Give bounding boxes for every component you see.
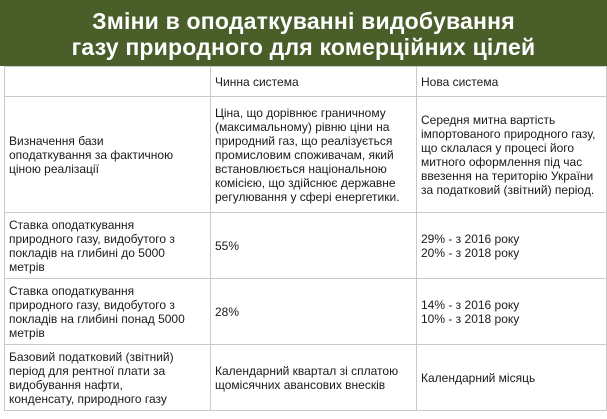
row-current-value: 28% xyxy=(211,279,417,345)
header-current-system: Чинна система xyxy=(211,67,417,97)
row-new-value: 14% - з 2016 року 10% - з 2018 року xyxy=(417,279,607,345)
title-line-2: газу природного для комерційних цілей xyxy=(71,34,536,60)
table-row xyxy=(5,345,607,411)
comparison-table xyxy=(4,66,607,411)
table-row xyxy=(5,279,607,345)
title-banner xyxy=(0,0,607,66)
row-subject: Ставка оподаткування природного газу, видобутого з покладів на глибині до 5000 метрів xyxy=(5,213,211,279)
row-subject: Визначення бази оподаткування за фактичною ціною реалізації xyxy=(5,97,211,213)
title-line-1: Зміни в оподаткуванні видобування xyxy=(92,8,515,34)
row-new-value: 29% - з 2016 року 20% - з 2018 року xyxy=(417,213,607,279)
row-current-value: Ціна, що дорівнює граничному (максимальному) рівню ціни на природний газ, що реалізується промисловим споживачам, який встановлюється національною комісією, що здійснює державне регулювання у сфері енергетики. xyxy=(211,97,417,213)
row-subject: Базовий податковий (звітний) період для рентної плати за видобування нафти, конденсату, природного газу xyxy=(5,345,211,411)
header-new-system: Нова система xyxy=(417,67,607,97)
row-current-value: 55% xyxy=(211,213,417,279)
row-subject: Ставка оподаткування природного газу, видобутого з покладів на глибині понад 5000 метрів xyxy=(5,279,211,345)
table-row xyxy=(5,97,607,213)
table-header-row xyxy=(5,67,607,97)
row-new-value: Середня митна вартість імпортованого природного газу, що склалася у процесі його митного оформлення під час ввезення на територію України за податковий (звітний) період. xyxy=(417,97,607,213)
header-subject xyxy=(5,67,211,97)
row-current-value: Календарний квартал зі сплатою щомісячних авансових внесків xyxy=(211,345,417,411)
row-new-value: Календарний місяць xyxy=(417,345,607,411)
table-row xyxy=(5,213,607,279)
